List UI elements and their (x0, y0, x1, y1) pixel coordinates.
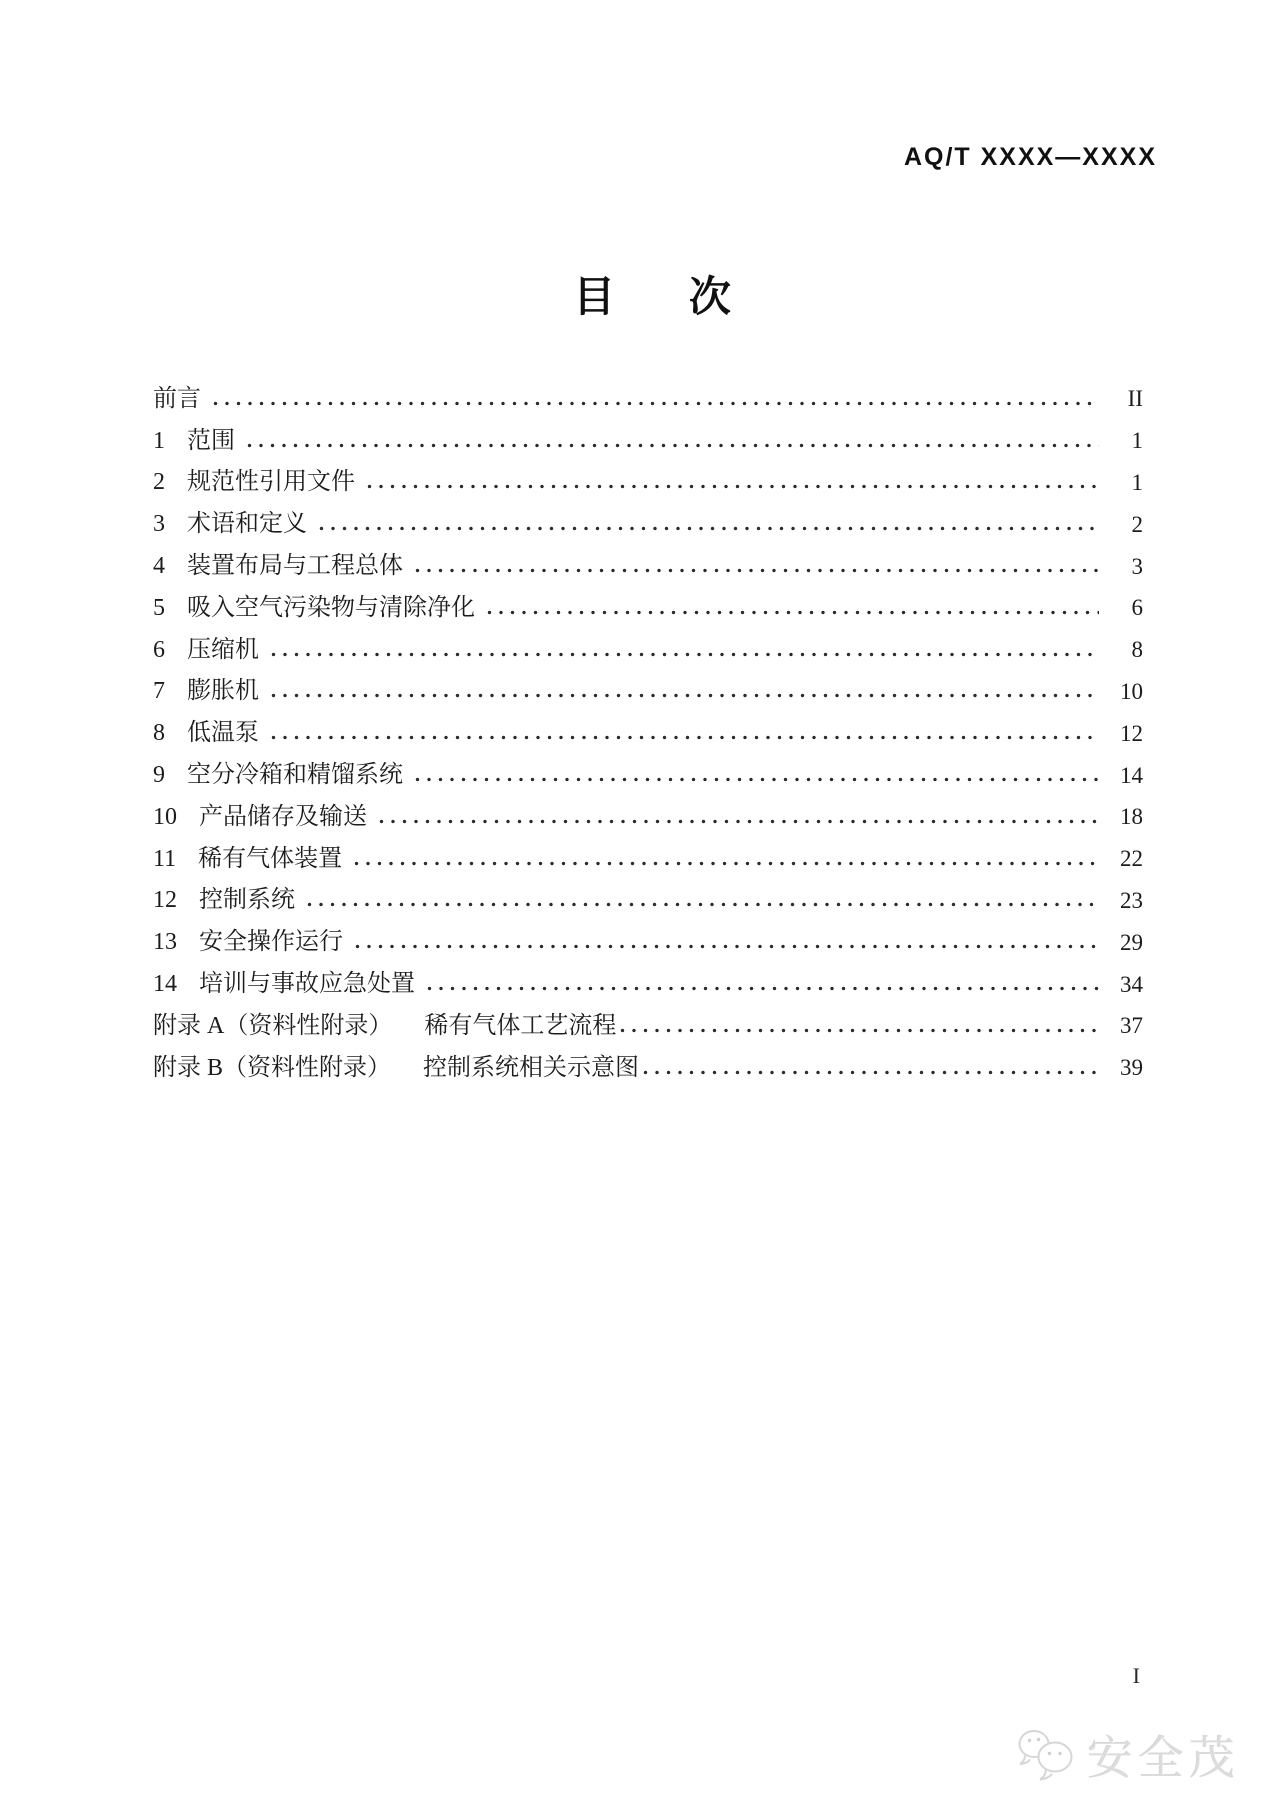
toc-entry-label: 稀有气体装置 (198, 845, 343, 872)
toc-entry-page: 6 (1131, 595, 1143, 621)
dot-leader (484, 596, 1099, 620)
dot-leader (268, 679, 1099, 703)
toc-entry-number: 8 (153, 720, 165, 747)
toc-entry-label: 术语和定义 (187, 511, 307, 538)
toc-entry-number: 7 (153, 678, 165, 705)
toc-entry-label: 膨胀机 (187, 678, 259, 705)
toc-entry-number: 13 (153, 929, 177, 956)
dot-leader (640, 1056, 1099, 1080)
toc-entry (153, 503, 1143, 545)
toc-entry-page: 14 (1120, 762, 1143, 788)
toc-entry (153, 921, 1143, 963)
dot-leader (412, 763, 1099, 787)
toc-entry-label: 低温泵 (187, 720, 259, 747)
toc-entry-label: 控制系统 (199, 887, 295, 914)
toc-entry-appendix (153, 1005, 1143, 1047)
dot-leader (412, 554, 1099, 578)
dot-leader (364, 470, 1099, 494)
toc-entry-number: 附录 B（资料性附录） (153, 1054, 392, 1081)
dot-leader (210, 387, 1099, 411)
toc-entry-page: 12 (1120, 720, 1143, 746)
watermark (1015, 1722, 1240, 1788)
doc-code: AQ/T XXXX—XXXX (903, 143, 1157, 171)
dot-leader (316, 512, 1099, 536)
toc-entry (153, 629, 1143, 671)
toc-entry-page: 37 (1120, 1013, 1143, 1039)
toc-entry-page: 29 (1120, 929, 1143, 955)
dot-leader (617, 1014, 1099, 1038)
toc-entry-page: 18 (1120, 804, 1143, 830)
toc-entry-page: 3 (1131, 553, 1143, 579)
toc-entry (153, 796, 1143, 838)
toc-entry (153, 378, 1143, 420)
dot-leader (424, 972, 1099, 996)
toc-entry-number: 9 (153, 762, 165, 789)
toc-entry-page: 2 (1131, 511, 1143, 537)
toc-entry-number: 1 (153, 427, 165, 454)
toc-entry-page: 23 (1120, 887, 1143, 913)
dot-leader (304, 888, 1099, 912)
toc-entry-number: 5 (153, 594, 165, 621)
footer-page-number: I (1132, 1663, 1140, 1688)
toc-entry (153, 963, 1143, 1005)
toc-entry-number: 2 (153, 469, 165, 496)
toc-entry-label: 稀有气体工艺流程 (424, 1012, 617, 1039)
toc-entry-number: 6 (153, 636, 165, 663)
toc-entry (153, 712, 1143, 754)
toc-entry-appendix (153, 1047, 1143, 1089)
toc-entry-label: 压缩机 (187, 636, 259, 663)
toc-entry (153, 462, 1143, 504)
toc-entry (153, 838, 1143, 880)
toc-entry-page: 39 (1120, 1055, 1143, 1081)
toc-entry-label: 前言 (153, 385, 201, 412)
toc-entry (153, 587, 1143, 629)
toc-entry-number: 14 (153, 971, 177, 998)
toc-entry (153, 545, 1143, 587)
toc-entry-page: 10 (1120, 678, 1143, 704)
chat-bubbles-icon (1015, 1727, 1077, 1783)
toc-entry-label: 规范性引用文件 (187, 469, 355, 496)
toc-entry (153, 671, 1143, 713)
toc-entry-number: 4 (153, 553, 165, 580)
toc-entry (153, 880, 1143, 922)
toc-entry-number: 10 (153, 803, 177, 830)
toc-entry-page: 8 (1131, 637, 1143, 663)
toc-entry-number: 3 (153, 511, 165, 538)
table-of-contents (153, 378, 1143, 1089)
toc-entry-label: 培训与事故应急处置 (199, 971, 415, 998)
toc-entry-label: 空分冷箱和精馏系统 (187, 762, 403, 789)
toc-entry-page: 34 (1120, 971, 1143, 997)
toc-entry-page: 1 (1131, 469, 1143, 495)
toc-entry-number: 11 (153, 845, 177, 872)
toc-entry-label: 控制系统相关示意图 (423, 1054, 640, 1081)
dot-leader (376, 805, 1099, 829)
toc-entry (153, 754, 1143, 796)
page-title: 目 次 (573, 273, 731, 320)
watermark-brand-text: 安全茂 (1087, 1732, 1240, 1784)
toc-entry-number: 附录 A（资料性附录） (153, 1012, 393, 1039)
toc-entry-label: 范围 (187, 427, 235, 454)
toc-entry-label: 装置布局与工程总体 (187, 553, 403, 580)
dot-leader (244, 429, 1099, 453)
toc-entry (153, 420, 1143, 462)
dot-leader (268, 721, 1099, 745)
dot-leader (352, 930, 1099, 954)
dot-leader (351, 847, 1099, 871)
toc-entry-label: 安全操作运行 (199, 929, 343, 956)
dot-leader (268, 638, 1099, 662)
toc-entry-label: 吸入空气污染物与清除净化 (187, 594, 475, 621)
toc-entry-page: 1 (1131, 428, 1143, 454)
toc-entry-page: II (1127, 386, 1143, 412)
toc-entry-label: 产品储存及输送 (199, 803, 367, 830)
toc-entry-number: 12 (153, 887, 177, 914)
toc-entry-page: 22 (1120, 846, 1143, 872)
